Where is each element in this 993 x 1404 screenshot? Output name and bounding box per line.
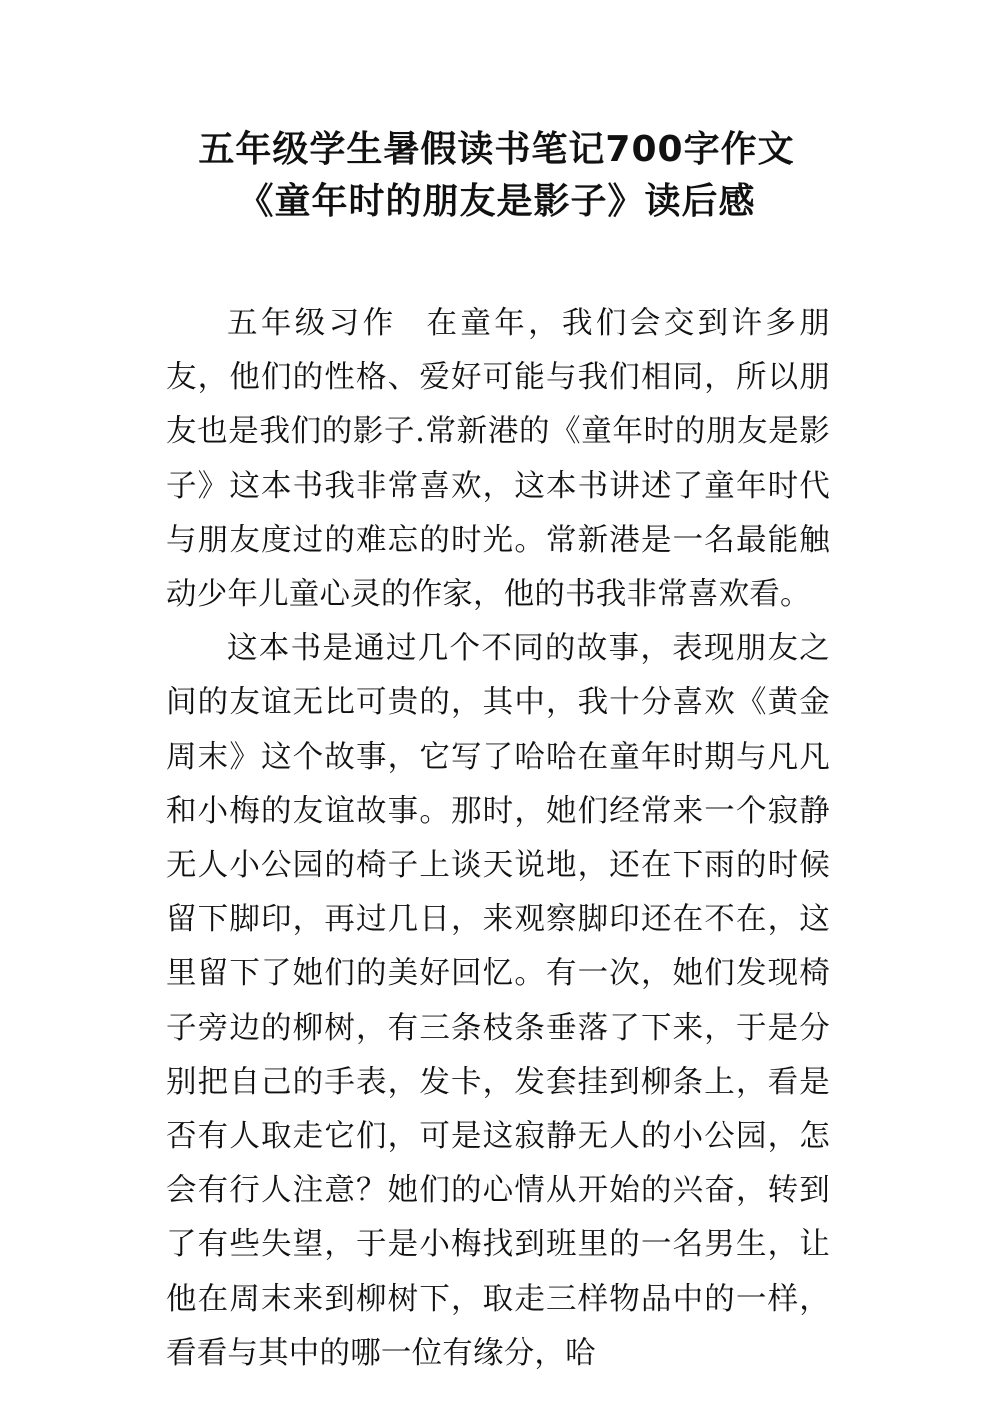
paragraph-2-text: 这本书是通过几个不同的故事，表现朋友之间的友谊无比可贵的，其中，我十分喜欢《黄金周末》这个故事，它写了哈哈在童年时期与凡凡和小梅的友谊故事。那时，她们经常来一个寂静无人小公园的椅子上谈天说地，还在下雨的时候留下脚印，再过几日，来观察脚印还在不在，这里留下了她们的美好回忆。有一次，她们发现椅子旁边的柳树，有三条枝条垂落了下来，于是分别把自己的手表，发卡，发套挂到柳条上，看是否有人取走它们，可是这寂静无人的小公园，怎会有行人注意？她们的心情从开始的兴奋，转到了有些失望，于是小梅找到班里的一名男生，让他在周末来到柳树下，取走三样物品中的一样，看看与其中的哪一位有缘分，哈 <box>166 631 830 1371</box>
paragraph-1-text: 在童年，我们会交到许多朋友，他们的性格、爱好可能与我们相同，所以朋友也是我们的影子.常新港的《童年时的朋友是影子》这本书我非常喜欢，这本书讲述了童年时代与朋友度过的难忘的时光。常新港是一名最能触动少年儿童心灵的作家，他的书我非常喜欢看。 <box>166 306 830 613</box>
paragraph-1 <box>166 297 830 622</box>
paragraph-1-lead: 五年级习作 <box>227 306 397 341</box>
document-title-line-2: 《童年时的朋友是影子》读后感 <box>237 181 756 222</box>
paragraph-2 <box>166 622 830 1381</box>
document-title-line-1: 五年级学生暑假读书笔记700字作文 <box>198 129 795 170</box>
document-body <box>166 297 830 1381</box>
